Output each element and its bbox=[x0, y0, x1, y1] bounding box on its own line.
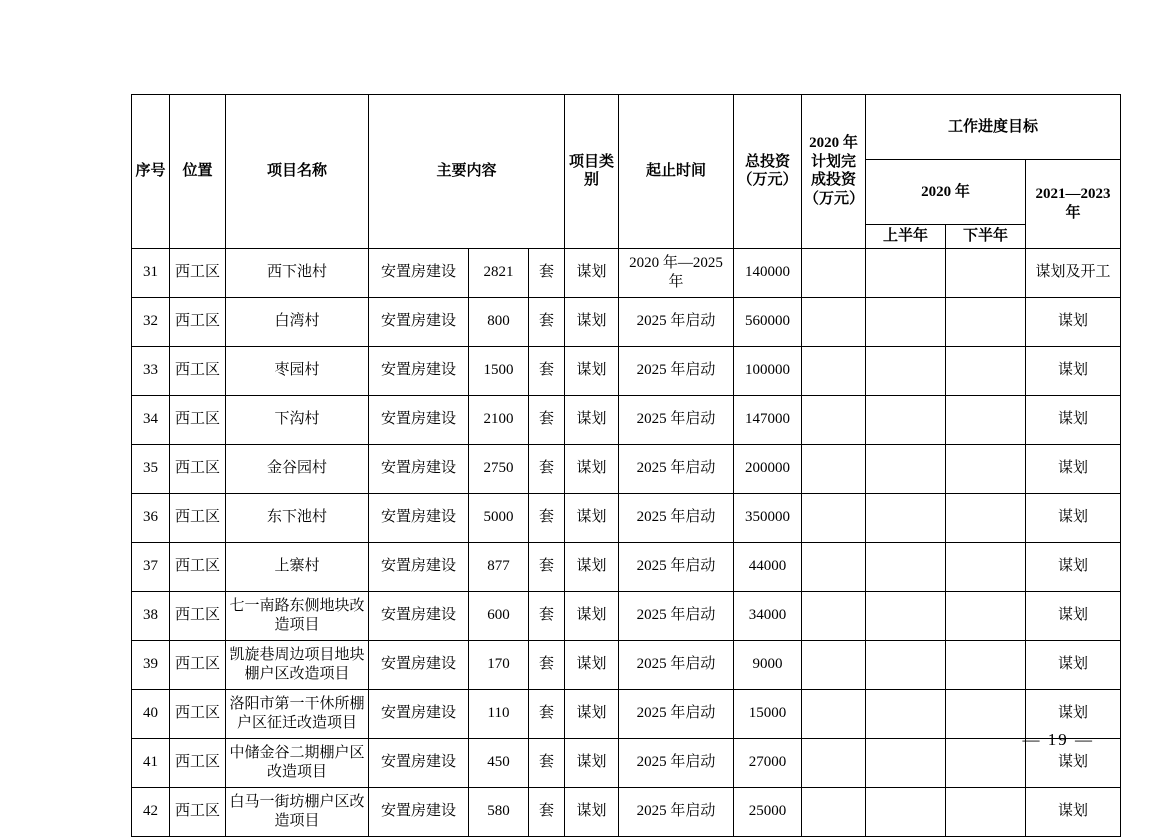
table-row bbox=[132, 248, 1121, 297]
cell-content-unit: 套 bbox=[529, 591, 565, 640]
cell-time-range: 2025 年启动 bbox=[619, 444, 734, 493]
cell-project-type: 谋划 bbox=[565, 297, 619, 346]
cell-seq: 41 bbox=[132, 738, 170, 787]
cell-years-2021-2023: 谋划及开工 bbox=[1026, 248, 1121, 297]
cell-content-unit: 套 bbox=[529, 542, 565, 591]
cell-content-num: 800 bbox=[469, 297, 529, 346]
cell-second-half bbox=[946, 493, 1026, 542]
cell-location: 西工区 bbox=[170, 591, 226, 640]
cell-years-2021-2023: 谋划 bbox=[1026, 395, 1121, 444]
header-year-2020: 2020 年 bbox=[866, 160, 1026, 225]
header-row-1 bbox=[132, 95, 1121, 160]
cell-planned-2020 bbox=[802, 248, 866, 297]
cell-time-range: 2025 年启动 bbox=[619, 738, 734, 787]
cell-content-num: 110 bbox=[469, 689, 529, 738]
cell-time-range: 2025 年启动 bbox=[619, 493, 734, 542]
cell-content-num: 580 bbox=[469, 787, 529, 836]
cell-location: 西工区 bbox=[170, 248, 226, 297]
cell-planned-2020 bbox=[802, 591, 866, 640]
cell-time-range: 2025 年启动 bbox=[619, 297, 734, 346]
cell-first-half bbox=[866, 395, 946, 444]
cell-seq: 33 bbox=[132, 346, 170, 395]
cell-content-unit: 套 bbox=[529, 689, 565, 738]
cell-project-type: 谋划 bbox=[565, 542, 619, 591]
cell-content-unit: 套 bbox=[529, 640, 565, 689]
cell-total-investment: 100000 bbox=[734, 346, 802, 395]
cell-project-name: 上寨村 bbox=[226, 542, 369, 591]
header-project-name: 项目名称 bbox=[226, 95, 369, 249]
cell-first-half bbox=[866, 493, 946, 542]
cell-project-type: 谋划 bbox=[565, 689, 619, 738]
cell-seq: 38 bbox=[132, 591, 170, 640]
cell-location: 西工区 bbox=[170, 493, 226, 542]
cell-total-investment: 350000 bbox=[734, 493, 802, 542]
header-progress-goal: 工作进度目标 bbox=[866, 95, 1121, 160]
cell-first-half bbox=[866, 542, 946, 591]
header-time-range: 起止时间 bbox=[619, 95, 734, 249]
cell-content-num: 877 bbox=[469, 542, 529, 591]
cell-planned-2020 bbox=[802, 395, 866, 444]
table-row bbox=[132, 395, 1121, 444]
cell-location: 西工区 bbox=[170, 395, 226, 444]
cell-content-unit: 套 bbox=[529, 444, 565, 493]
table-row bbox=[132, 297, 1121, 346]
cell-years-2021-2023: 谋划 bbox=[1026, 640, 1121, 689]
table-row bbox=[132, 787, 1121, 836]
cell-first-half bbox=[866, 248, 946, 297]
cell-location: 西工区 bbox=[170, 738, 226, 787]
cell-location: 西工区 bbox=[170, 640, 226, 689]
cell-content-unit: 套 bbox=[529, 248, 565, 297]
cell-project-name: 枣园村 bbox=[226, 346, 369, 395]
cell-seq: 39 bbox=[132, 640, 170, 689]
cell-content-unit: 套 bbox=[529, 297, 565, 346]
cell-content-num: 170 bbox=[469, 640, 529, 689]
cell-planned-2020 bbox=[802, 542, 866, 591]
cell-time-range: 2025 年启动 bbox=[619, 689, 734, 738]
cell-content-num: 450 bbox=[469, 738, 529, 787]
cell-content-desc: 安置房建设 bbox=[369, 542, 469, 591]
cell-content-num: 2100 bbox=[469, 395, 529, 444]
cell-second-half bbox=[946, 542, 1026, 591]
cell-seq: 36 bbox=[132, 493, 170, 542]
cell-content-num: 2750 bbox=[469, 444, 529, 493]
cell-total-investment: 9000 bbox=[734, 640, 802, 689]
cell-content-num: 2821 bbox=[469, 248, 529, 297]
cell-project-type: 谋划 bbox=[565, 493, 619, 542]
cell-project-name: 白湾村 bbox=[226, 297, 369, 346]
cell-years-2021-2023: 谋划 bbox=[1026, 542, 1121, 591]
cell-second-half bbox=[946, 248, 1026, 297]
cell-first-half bbox=[866, 444, 946, 493]
cell-planned-2020 bbox=[802, 787, 866, 836]
cell-time-range: 2025 年启动 bbox=[619, 640, 734, 689]
cell-project-type: 谋划 bbox=[565, 346, 619, 395]
cell-total-investment: 147000 bbox=[734, 395, 802, 444]
cell-location: 西工区 bbox=[170, 346, 226, 395]
cell-content-desc: 安置房建设 bbox=[369, 591, 469, 640]
cell-total-investment: 25000 bbox=[734, 787, 802, 836]
table-row bbox=[132, 640, 1121, 689]
cell-first-half bbox=[866, 297, 946, 346]
cell-content-desc: 安置房建设 bbox=[369, 493, 469, 542]
cell-content-num: 600 bbox=[469, 591, 529, 640]
cell-years-2021-2023: 谋划 bbox=[1026, 787, 1121, 836]
cell-location: 西工区 bbox=[170, 689, 226, 738]
cell-years-2021-2023: 谋划 bbox=[1026, 738, 1121, 787]
cell-project-type: 谋划 bbox=[565, 738, 619, 787]
cell-years-2021-2023: 谋划 bbox=[1026, 591, 1121, 640]
cell-second-half bbox=[946, 591, 1026, 640]
page-number: — 19 — bbox=[1022, 730, 1094, 749]
table-row bbox=[132, 346, 1121, 395]
cell-content-num: 1500 bbox=[469, 346, 529, 395]
cell-time-range: 2025 年启动 bbox=[619, 787, 734, 836]
cell-location: 西工区 bbox=[170, 297, 226, 346]
cell-content-desc: 安置房建设 bbox=[369, 640, 469, 689]
cell-project-name: 洛阳市第一干休所棚户区征迁改造项目 bbox=[226, 689, 369, 738]
header-planned-2020: 2020 年计划完成投资（万元） bbox=[802, 95, 866, 249]
cell-project-type: 谋划 bbox=[565, 248, 619, 297]
cell-location: 西工区 bbox=[170, 787, 226, 836]
cell-location: 西工区 bbox=[170, 542, 226, 591]
cell-time-range: 2025 年启动 bbox=[619, 395, 734, 444]
table-header bbox=[132, 95, 1121, 249]
cell-project-type: 谋划 bbox=[565, 395, 619, 444]
cell-years-2021-2023: 谋划 bbox=[1026, 444, 1121, 493]
cell-project-name: 中储金谷二期棚户区改造项目 bbox=[226, 738, 369, 787]
cell-total-investment: 15000 bbox=[734, 689, 802, 738]
cell-seq: 31 bbox=[132, 248, 170, 297]
cell-content-desc: 安置房建设 bbox=[369, 444, 469, 493]
cell-seq: 34 bbox=[132, 395, 170, 444]
cell-project-name: 白马一街坊棚户区改造项目 bbox=[226, 787, 369, 836]
cell-second-half bbox=[946, 787, 1026, 836]
cell-time-range: 2025 年启动 bbox=[619, 591, 734, 640]
cell-years-2021-2023: 谋划 bbox=[1026, 346, 1121, 395]
cell-planned-2020 bbox=[802, 640, 866, 689]
table-row bbox=[132, 493, 1121, 542]
cell-content-desc: 安置房建设 bbox=[369, 787, 469, 836]
cell-second-half bbox=[946, 640, 1026, 689]
cell-years-2021-2023: 谋划 bbox=[1026, 297, 1121, 346]
cell-project-name: 凯旋巷周边项目地块棚户区改造项目 bbox=[226, 640, 369, 689]
cell-content-desc: 安置房建设 bbox=[369, 689, 469, 738]
cell-content-unit: 套 bbox=[529, 346, 565, 395]
cell-time-range: 2025 年启动 bbox=[619, 346, 734, 395]
cell-content-desc: 安置房建设 bbox=[369, 346, 469, 395]
cell-total-investment: 200000 bbox=[734, 444, 802, 493]
header-total-investment: 总投资（万元） bbox=[734, 95, 802, 249]
cell-second-half bbox=[946, 297, 1026, 346]
table-row bbox=[132, 591, 1121, 640]
cell-seq: 35 bbox=[132, 444, 170, 493]
cell-second-half bbox=[946, 444, 1026, 493]
header-first-half: 上半年 bbox=[866, 225, 946, 249]
cell-planned-2020 bbox=[802, 493, 866, 542]
cell-planned-2020 bbox=[802, 297, 866, 346]
cell-total-investment: 34000 bbox=[734, 591, 802, 640]
header-main-content: 主要内容 bbox=[369, 95, 565, 249]
cell-content-unit: 套 bbox=[529, 493, 565, 542]
header-project-type: 项目类别 bbox=[565, 95, 619, 249]
cell-years-2021-2023: 谋划 bbox=[1026, 493, 1121, 542]
cell-first-half bbox=[866, 787, 946, 836]
cell-project-type: 谋划 bbox=[565, 444, 619, 493]
cell-seq: 37 bbox=[132, 542, 170, 591]
cell-seq: 40 bbox=[132, 689, 170, 738]
cell-time-range: 2025 年启动 bbox=[619, 542, 734, 591]
header-years-2021-2023: 2021—2023 年 bbox=[1026, 160, 1121, 249]
cell-project-name: 西下池村 bbox=[226, 248, 369, 297]
cell-content-unit: 套 bbox=[529, 395, 565, 444]
cell-project-name: 七一南路东侧地块改造项目 bbox=[226, 591, 369, 640]
cell-second-half bbox=[946, 346, 1026, 395]
cell-content-num: 5000 bbox=[469, 493, 529, 542]
header-location: 位置 bbox=[170, 95, 226, 249]
cell-project-name: 金谷园村 bbox=[226, 444, 369, 493]
cell-total-investment: 560000 bbox=[734, 297, 802, 346]
cell-seq: 32 bbox=[132, 297, 170, 346]
cell-project-type: 谋划 bbox=[565, 591, 619, 640]
project-schedule-table-wrapper bbox=[131, 94, 1111, 837]
cell-time-range: 2020 年—2025 年 bbox=[619, 248, 734, 297]
cell-content-desc: 安置房建设 bbox=[369, 248, 469, 297]
table-row bbox=[132, 444, 1121, 493]
cell-seq: 42 bbox=[132, 787, 170, 836]
cell-total-investment: 27000 bbox=[734, 738, 802, 787]
cell-first-half bbox=[866, 640, 946, 689]
cell-total-investment: 44000 bbox=[734, 542, 802, 591]
cell-content-desc: 安置房建设 bbox=[369, 395, 469, 444]
cell-location: 西工区 bbox=[170, 444, 226, 493]
cell-years-2021-2023: 谋划 bbox=[1026, 689, 1121, 738]
cell-content-desc: 安置房建设 bbox=[369, 738, 469, 787]
cell-planned-2020 bbox=[802, 444, 866, 493]
header-second-half: 下半年 bbox=[946, 225, 1026, 249]
cell-first-half bbox=[866, 591, 946, 640]
cell-project-type: 谋划 bbox=[565, 787, 619, 836]
cell-project-name: 下沟村 bbox=[226, 395, 369, 444]
cell-content-desc: 安置房建设 bbox=[369, 297, 469, 346]
cell-project-name: 东下池村 bbox=[226, 493, 369, 542]
cell-content-unit: 套 bbox=[529, 787, 565, 836]
cell-second-half bbox=[946, 395, 1026, 444]
cell-content-unit: 套 bbox=[529, 738, 565, 787]
project-schedule-table bbox=[131, 94, 1121, 837]
cell-total-investment: 140000 bbox=[734, 248, 802, 297]
cell-first-half bbox=[866, 346, 946, 395]
cell-project-type: 谋划 bbox=[565, 640, 619, 689]
table-row bbox=[132, 542, 1121, 591]
header-seq: 序号 bbox=[132, 95, 170, 249]
cell-planned-2020 bbox=[802, 346, 866, 395]
